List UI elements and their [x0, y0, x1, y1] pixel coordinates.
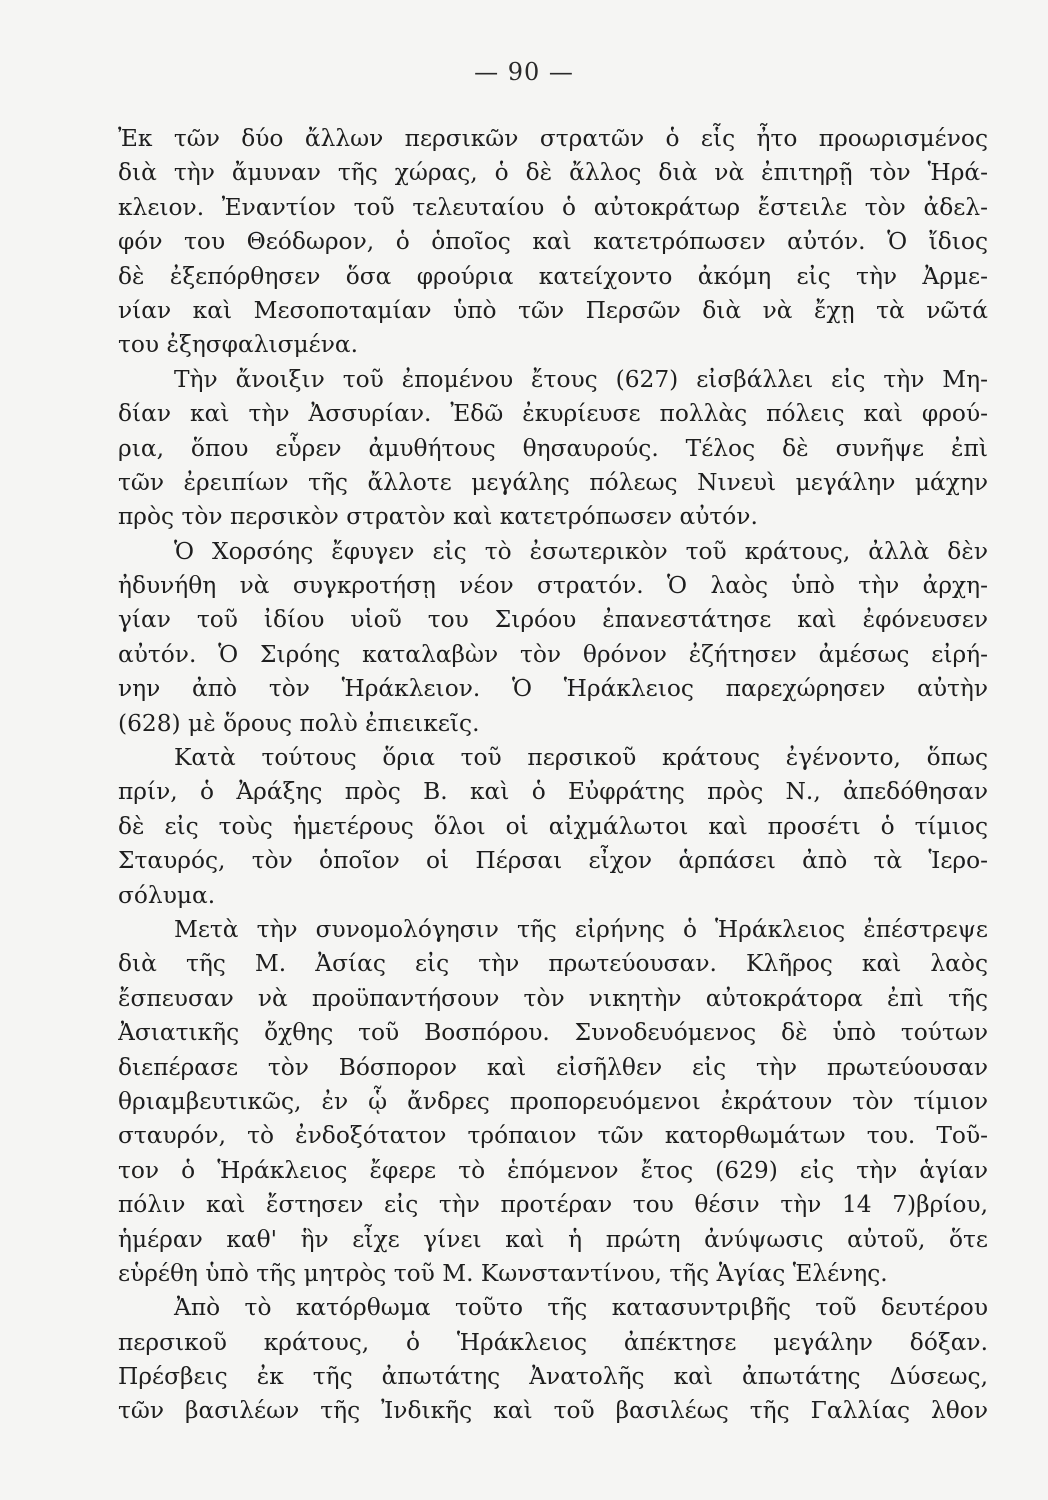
text-line: κλειον. Ἐναντίον τοῦ τελευταίου ὁ αὐτοκράτωρ ἔστειλε τὸν ἀδελ- [118, 193, 988, 221]
text-line: Ἀπὸ τὸ κατόρθωμα τοῦτο τῆς κατασυντριβῆς τοῦ δευτέρου [174, 1294, 988, 1322]
text-line: σταυρόν, τὸ ἐνδοξότατον τρόπαιον τῶν κατορθωμάτων του. Τοῦ- [118, 1122, 988, 1150]
text-line: ἔσπευσαν νὰ προϋπαντήσουν τὸν νικητὴν αὐτοκράτορα ἐπὶ τῆς [118, 984, 988, 1012]
text-line: τον ὁ Ἡράκλειος ἔφερε τὸ ἑπόμενον ἔτος (629) εἰς τὴν ἁγίαν [118, 1156, 988, 1184]
text-line: Μετὰ τὴν συνομολόγησιν τῆς εἰρήνης ὁ Ἡράκλειος ἐπέστρεψε [174, 915, 988, 943]
text-line: γίαν τοῦ ἰδίου υἱοῦ του Σιρόου ἐπανεστάτησε καὶ ἐφόνευσεν [118, 606, 988, 634]
text-line: δὲ ἐξεπόρθησεν ὅσα φρούρια κατείχοντο ἀκόμη εἰς τὴν Ἀρμε- [118, 262, 988, 290]
text-line: διεπέρασε τὸν Βόσπορον καὶ εἰσῆλθεν εἰς τὴν πρωτεύουσαν [118, 1053, 988, 1081]
text-line: σόλυμα. [118, 881, 216, 909]
page-number: — 90 — [474, 58, 574, 86]
text-line: διὰ τὴν ἄμυναν τῆς χώρας, ὁ δὲ ἄλλος διὰ νὰ ἐπιτηρῇ τὸν Ἡρά- [118, 159, 988, 187]
text-line: φόν του Θεόδωρον, ὁ ὁποῖος καὶ κατετρόπωσεν αὐτόν. Ὁ ἴδιος [118, 228, 988, 256]
text-line: (628) μὲ ὅρους πολὺ ἐπιεικεῖς. [118, 709, 480, 737]
text-line: εὑρέθη ὑπὸ τῆς μητρὸς τοῦ Μ. Κωνσταντίνου, τῆς Ἁγίας Ἑλένης. [118, 1259, 888, 1287]
text-line: δὲ εἰς τοὺς ἡμετέρους ὅλοι οἱ αἰχμάλωτοι καὶ προσέτι ὁ τίμιος [118, 812, 988, 840]
text-line: ἠδυνήθη νὰ συγκροτήσῃ νέον στρατόν. Ὁ λαὸς ὑπὸ τὴν ἀρχη- [118, 572, 988, 600]
text-line: τῶν ἐρειπίων τῆς ἄλλοτε μεγάλης πόλεως Νινευὶ μεγάλην μάχην [118, 468, 988, 496]
text-line: Ἀσιατικῆς ὄχθης τοῦ Βοσπόρου. Συνοδευόμενος δὲ ὑπὸ τούτων [118, 1019, 988, 1047]
text-line: Ὁ Χορσόης ἔφυγεν εἰς τὸ ἐσωτερικὸν τοῦ κράτους, ἀλλὰ δὲν [174, 537, 988, 565]
text-line: ἡμέραν καθ' ἣν εἶχε γίνει καὶ ἡ πρώτη ἀνύψωσις αὐτοῦ, ὅτε [118, 1225, 988, 1253]
text-line: πρὸς τὸν περσικὸν στρατὸν καὶ κατετρόπωσεν αὐτόν. [118, 503, 758, 531]
text-line: ρια, ὅπου εὗρεν ἀμυθήτους θησαυρούς. Τέλος δὲ συνῆψε ἐπὶ [118, 434, 988, 462]
text-line: νίαν καὶ Μεσοποταμίαν ὑπὸ τῶν Περσῶν διὰ νὰ ἔχῃ τὰ νῶτά [118, 296, 988, 324]
text-line: Τὴν ἄνοιξιν τοῦ ἐπομένου ἔτους (627) εἰσβάλλει εἰς τὴν Μη- [174, 365, 988, 393]
text-line: Σταυρός, τὸν ὁποῖον οἱ Πέρσαι εἶχον ἁρπάσει ἀπὸ τὰ Ἱερο- [118, 847, 988, 875]
text-line: πρίν, ὁ Ἀράξης πρὸς Β. καὶ ὁ Εὐφράτης πρὸς Ν., ἀπεδόθησαν [118, 778, 988, 806]
text-line: τῶν βασιλέων τῆς Ἰνδικῆς καὶ τοῦ βασιλέως τῆς Γαλλίας λθον [118, 1397, 988, 1425]
text-line: διὰ τῆς Μ. Ἀσίας εἰς τὴν πρωτεύουσαν. Κλῆρος καὶ λαὸς [118, 950, 988, 978]
text-line: του ἐξησφαλισμένα. [118, 331, 359, 359]
text-line: αὐτόν. Ὁ Σιρόης καταλαβὼν τὸν θρόνον ἐζήτησεν ἀμέσως εἰρή- [118, 640, 988, 668]
text-line: Κατὰ τούτους ὅρια τοῦ περσικοῦ κράτους ἐγένοντο, ὅπως [174, 744, 988, 772]
page-text-block [118, 122, 988, 1429]
text-line: δίαν καὶ τὴν Ἀσσυρίαν. Ἐδῶ ἐκυρίευσε πολλὰς πόλεις καὶ φρού- [118, 400, 988, 428]
text-line: Ἐκ τῶν δύο ἄλλων περσικῶν στρατῶν ὁ εἷς ἦτο προωρισμένος [118, 125, 988, 152]
text-line: πόλιν καὶ ἔστησεν εἰς τὴν προτέραν του θέσιν τὴν 14 7)βρίου, [118, 1191, 988, 1219]
text-line: νην ἀπὸ τὸν Ἡράκλειον. Ὁ Ἡράκλειος παρεχώρησεν αὐτὴν [118, 675, 988, 703]
text-line: περσικοῦ κράτους, ὁ Ἡράκλειος ἀπέκτησε μεγάλην δόξαν. [118, 1328, 988, 1356]
text-line: θριαμβευτικῶς, ἐν ᾧ ἄνδρες προπορευόμενοι ἐκράτουν τὸν τίμιον [118, 1087, 988, 1115]
text-line: Πρέσβεις ἐκ τῆς ἀπωτάτης Ἀνατολῆς καὶ ἀπωτάτης Δύσεως, [118, 1363, 988, 1391]
